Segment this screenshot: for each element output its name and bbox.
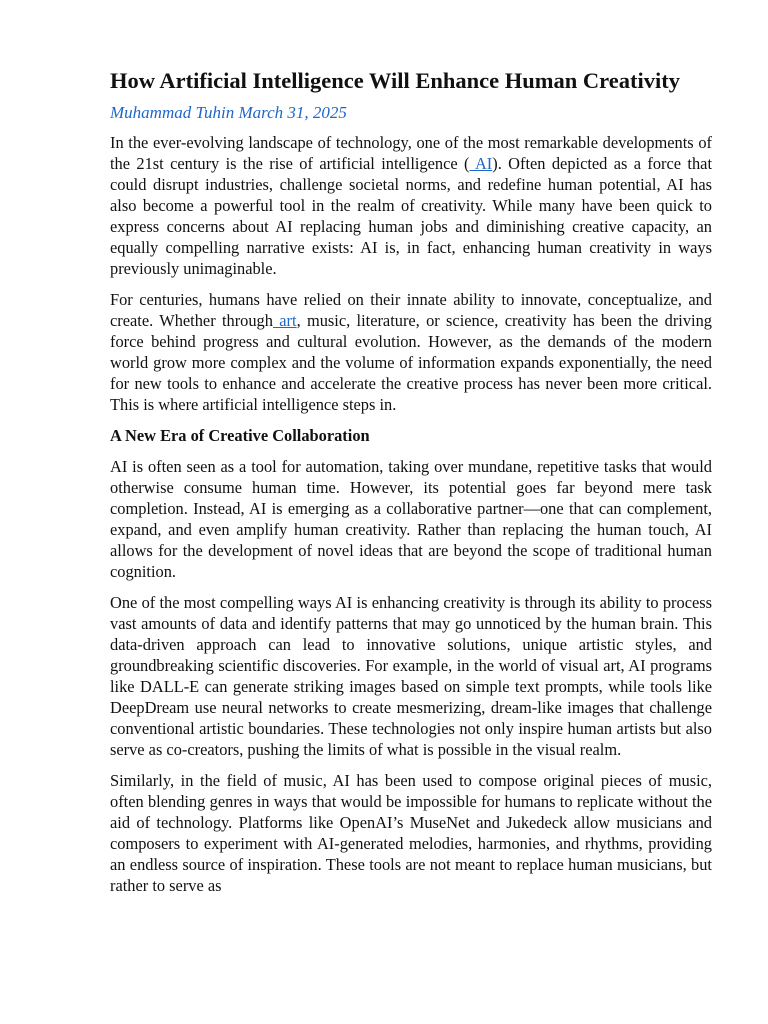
- paragraph-visual-art: One of the most compelling ways AI is enhancing creativity is through its ability to process vast amounts of data and identify patterns that may go unnoticed by the human brain. This data-driven approach can lead to innovative solutions, unique artistic styles, and groundbreaking scientific discoveries. For example, in the world of visual art, AI programs like DALL-E can generate striking images based on simple text prompts, while tools like DeepDream use neural networks to create mesmerizing, dream-like images that challenge conventional artistic boundaries. These technologies not only inspire human artists but also serve as co-creators, pushing the limits of what is possible in the visual realm.: [110, 593, 712, 759]
- paragraph-text: For centuries, humans have relied on their innate ability to innovate, conceptualize, and create. Whether through: [110, 290, 712, 330]
- paragraph-text: In the ever-evolving landscape of technology, one of the most remarkable developments of the 21st century is the rise of artificial intelligence (: [110, 133, 712, 173]
- article-title: How Artificial Intelligence Will Enhance Human Creativity: [110, 68, 680, 93]
- paragraph-text: ). Often depicted as a force that could disrupt industries, challenge societal norms, and redefine human potential, AI has also become a powerful tool in the realm of creativity. While many have been quick to express concerns about AI replacing human jobs and diminishing creative capacity, an equally compelling narrative exists: AI is, in fact, enhancing human creativity in ways previously unimaginable.: [110, 154, 712, 278]
- paragraph-centuries: [110, 289, 712, 415]
- ai-link[interactable]: AI: [469, 154, 493, 173]
- paragraph-text: , music, literature, or science, creativity has been the driving force behind progress and cultural evolution. However, as the demands of the modern world grow more complex and the volume of information expands exponentially, the need for new tools to enhance and accelerate the creative process has never been more critical. This is where artificial intelligence steps in.: [110, 311, 712, 414]
- art-link[interactable]: art: [272, 311, 297, 330]
- paragraph-intro: [110, 132, 712, 279]
- article-byline: Muhammad Tuhin March 31, 2025: [110, 103, 347, 122]
- paragraph-music: Similarly, in the field of music, AI has been used to compose original pieces of music, often blending genres in ways that would be impossible for humans to replicate without the aid of technology. Platforms like OpenAI’s MuseNet and Jukedeck allow musicians and composers to experiment with AI-generated melodies, harmonies, and rhythms, providing an endless source of inspiration. These tools are not meant to replace human musicians, but rather to serve as: [110, 771, 712, 895]
- paragraph-collaboration: AI is often seen as a tool for automation, taking over mundane, repetitive tasks that would otherwise consume human time. However, its potential goes far beyond mere task completion. Instead, AI is emerging as a collaborative partner—one that can complement, expand, and even amplify human creativity. Rather than replacing the human touch, AI allows for the development of novel ideas that are beyond the scope of traditional human cognition.: [110, 457, 712, 581]
- section-heading: A New Era of Creative Collaboration: [110, 426, 370, 445]
- article: [110, 66, 712, 906]
